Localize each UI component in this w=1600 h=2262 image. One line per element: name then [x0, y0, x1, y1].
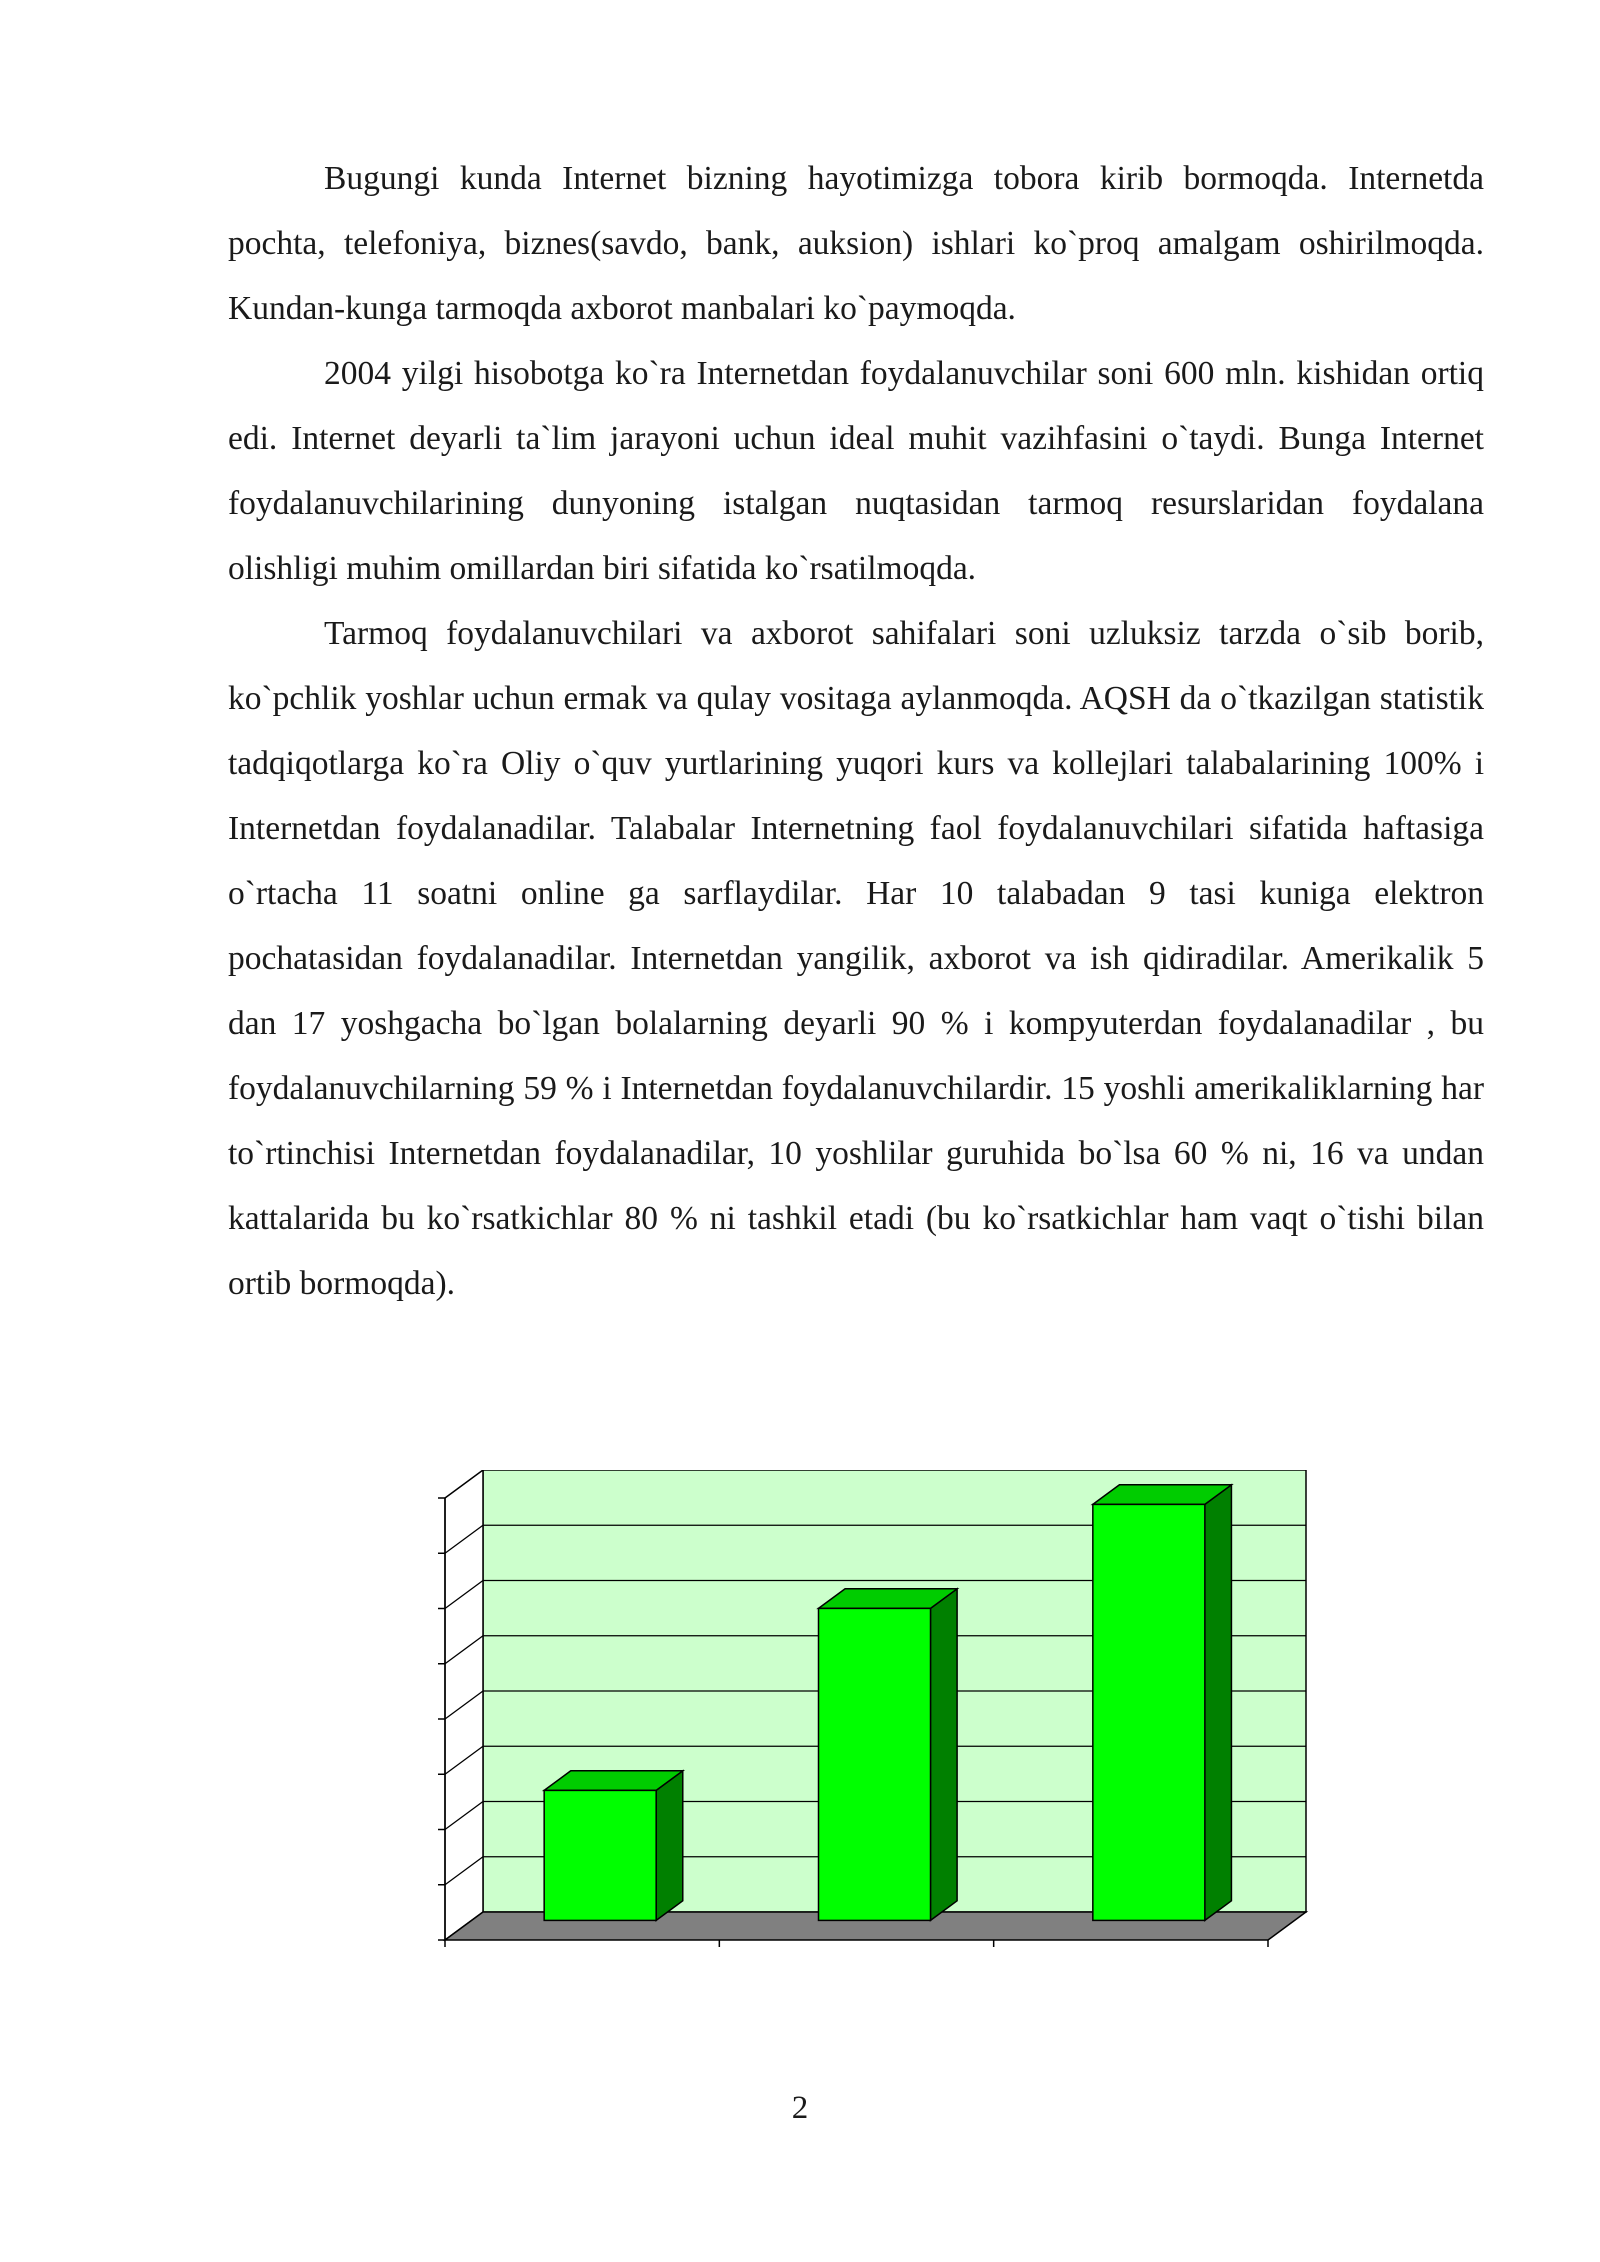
bar: [819, 1608, 931, 1920]
bar: [544, 1790, 656, 1920]
paragraph-2: 2004 yilgi hisobotga ko`ra Internetdan foydalanuvchilar soni 600 mln. kishidan ortiq edi. Internet deyarli ta`lim jarayoni uchun ideal muhit vazihfasini o`taydi. Bunga Internet foydalanuvchilarining dunyoning istalgan nuqtasidan tarmoq resurslaridan foydalana olishligi muhim omillardan biri sifatida ko`rsatilmoqda.: [228, 355, 1484, 587]
bar-side: [1205, 1485, 1232, 1921]
body-text: [228, 146, 1484, 1316]
paragraph-3: Tarmoq foydalanuvchilari va axborot sahifalari soni uzluksiz tarzda o`sib borib, ko`pchlik yoshlar uchun ermak va qulay vositaga aylanmoqda. AQSH da o`tkazilgan statistik tadqiqotlarga ko`ra Oliy o`quv yurtlarining yuqori kurs va kollejlari talabalarining 100% i Internetdan foydalanadilar. Talabalar Internetning faol foydalanuvchilari sifatida haftasiga o`rtacha 11 soatni online ga sarflaydilar. Har 10 talabadan 9 tasi kuniga elektron pochatasidan foydalanadilar. Internetdan yangilik, axborot va ish qidiradilar. Amerikalik 5 dan 17 yoshgacha bo`lgan bolalarning deyarli 90 % i kompyuterdan foydalanadilar , bu foydalanuvchilarning 59 % i Internetdan foydalanuvchilardir. 15 yoshli amerikaliklarning har to`rtinchisi Internetdan foydalanadilar, 10 yoshlilar guruhida bo`lsa 60 % ni, 16 va undan kattalarida bu ko`rsatkichlar 80 % ni tashkil etadi (bu ko`rsatkichlar ham vaqt o`tishi bilan ortib bormoqda).: [228, 615, 1484, 1302]
bar-side: [931, 1589, 958, 1921]
paragraph-1: Bugungi kunda Internet bizning hayotimizga tobora kirib bormoqda. Internetda pochta, telefoniya, biznes(savdo, bank, auksion) ishlari ko`proq amalgam oshirilmoqda. Kundan-kunga tarmoqda axborot manbalari ko`paymoqda.: [228, 160, 1484, 327]
bar-chart: [430, 1470, 1330, 1960]
bar-side: [656, 1771, 683, 1921]
bar: [1093, 1504, 1205, 1920]
page-number: 2: [791, 2090, 809, 2126]
